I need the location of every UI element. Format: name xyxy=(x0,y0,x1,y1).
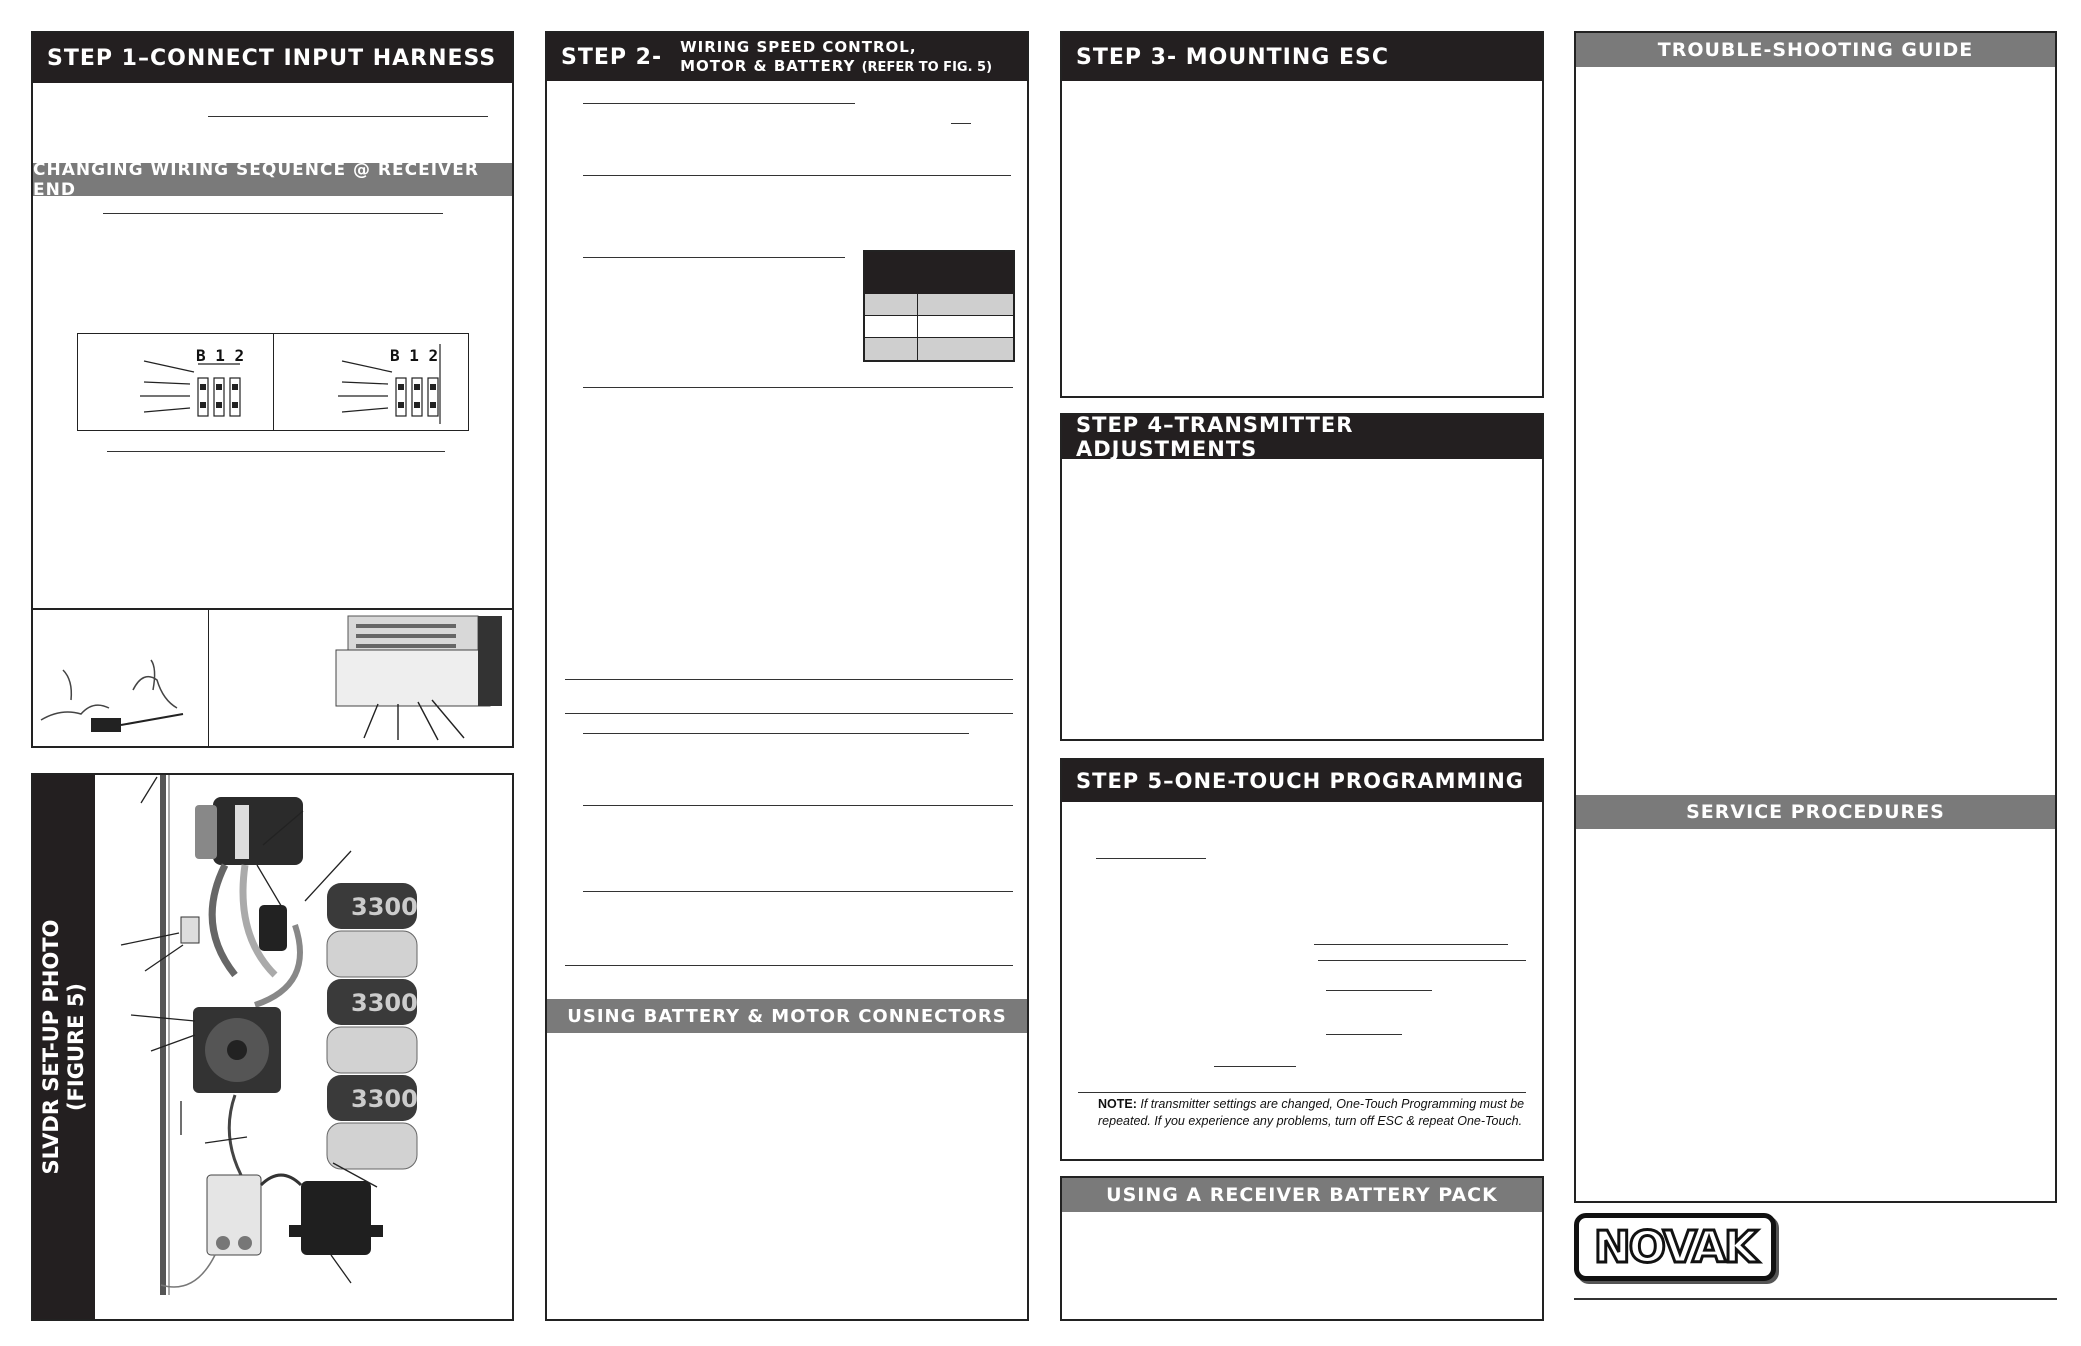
spec-table-row xyxy=(865,294,1013,316)
step2-title-line1: WIRING SPEED CONTROL, xyxy=(680,37,917,56)
receiver-pack-header xyxy=(1062,1178,1542,1212)
step5-title: STEP 5–ONE-TOUCH PROGRAMMING xyxy=(1076,769,1525,793)
section-divider xyxy=(565,965,1013,966)
troubleshooting-panel xyxy=(1574,31,2057,1203)
spec-table-row xyxy=(865,338,1013,360)
text-rule xyxy=(583,733,969,734)
photo-divider xyxy=(208,610,209,748)
setup-photo-title-bar xyxy=(33,775,95,1319)
text-rule xyxy=(583,891,1013,892)
service-title: SERVICE PROCEDURES xyxy=(1686,801,1945,823)
spec-table xyxy=(863,250,1015,362)
step1-header xyxy=(33,33,512,83)
diagram-left-label: B 1 2 xyxy=(196,346,245,365)
text-rule xyxy=(1314,944,1508,945)
wiring-diagram xyxy=(77,333,469,431)
text-rule xyxy=(1318,960,1526,961)
spec-table-header xyxy=(865,252,1013,294)
spec-table-col-divider xyxy=(917,294,918,360)
step2-panel xyxy=(545,31,1029,1321)
text-rule xyxy=(583,103,855,104)
esc-unit-drawing xyxy=(328,610,512,748)
troubleshooting-title: TROUBLE-SHOOTING GUIDE xyxy=(1657,39,1974,61)
text-rule xyxy=(1326,990,1432,991)
step5-note xyxy=(1098,1096,1528,1130)
step3-panel xyxy=(1060,31,1544,398)
text-rule xyxy=(583,175,1011,176)
step5-note-text: If transmitter settings are changed, One-Touch Programming must be repeated. If you experience any problems, turn off ESC & repeat One-Touch. xyxy=(1098,1097,1525,1128)
step2-figure-ref: (REFER TO FIG. 5) xyxy=(861,59,993,75)
harness-hand-drawing xyxy=(33,610,208,748)
receiver-pack-panel xyxy=(1060,1176,1544,1321)
wiring-sequence-title: CHANGING WIRING SEQUENCE @ RECEIVER END xyxy=(33,159,479,200)
step4-header xyxy=(1062,415,1542,459)
step5-note-label: NOTE: xyxy=(1098,1097,1137,1111)
footer-rule xyxy=(1574,1298,2057,1300)
receiver-pack-title: USING A RECEIVER BATTERY PACK xyxy=(1106,1184,1498,1206)
spec-table-row xyxy=(865,316,1013,338)
text-rule xyxy=(1326,1034,1402,1035)
wiring-sequence-header xyxy=(33,159,512,200)
step5-panel xyxy=(1060,758,1544,1161)
connector-pins-drawing xyxy=(78,334,468,430)
text-rule xyxy=(583,387,1013,388)
connectors-header xyxy=(547,999,1027,1033)
step5-header xyxy=(1062,760,1542,802)
setup-photo-panel xyxy=(31,773,514,1321)
section-divider xyxy=(1078,1092,1526,1093)
step1-title: STEP 1–CONNECT INPUT HARNESS xyxy=(47,45,497,71)
troubleshooting-header xyxy=(1576,33,2055,67)
text-rule xyxy=(583,805,1013,806)
step4-title: STEP 4–TRANSMITTER ADJUSTMENTS xyxy=(1076,413,1354,461)
text-rule xyxy=(103,213,443,214)
step4-panel xyxy=(1060,413,1544,741)
text-rule xyxy=(1096,858,1206,859)
battery-cell-label: 3300 xyxy=(351,1085,418,1113)
step2-header xyxy=(547,33,1027,81)
text-rule xyxy=(1214,1066,1296,1067)
step1-panel xyxy=(31,31,514,748)
text-rule xyxy=(208,116,488,117)
text-rule xyxy=(951,123,971,124)
connectors-title: USING BATTERY & MOTOR CONNECTORS xyxy=(567,1005,1007,1027)
setup-photo-figure-ref: (FIGURE 5) xyxy=(64,982,88,1112)
diagram-right-label: B 1 2 xyxy=(390,346,439,365)
step3-title: STEP 3- MOUNTING ESC xyxy=(1076,44,1389,70)
setup-photo-illustration xyxy=(95,775,512,1319)
section-divider xyxy=(565,713,1013,714)
step3-header xyxy=(1062,33,1542,81)
section-divider xyxy=(565,679,1013,680)
service-header xyxy=(1576,795,2055,829)
novak-logo-text: NOVAK xyxy=(1593,1221,1757,1273)
battery-cell-label: 3300 xyxy=(351,989,418,1017)
battery-cell-label: 3300 xyxy=(351,893,418,921)
step2-number: STEP 2- xyxy=(561,44,663,70)
text-rule xyxy=(107,451,445,452)
novak-logo xyxy=(1574,1213,1776,1281)
photo-strip xyxy=(33,608,512,746)
text-rule xyxy=(583,257,845,258)
step2-title-line2: MOTOR & BATTERY xyxy=(680,56,856,75)
setup-photo-title: SLVDR SET-UP PHOTO xyxy=(39,919,63,1175)
